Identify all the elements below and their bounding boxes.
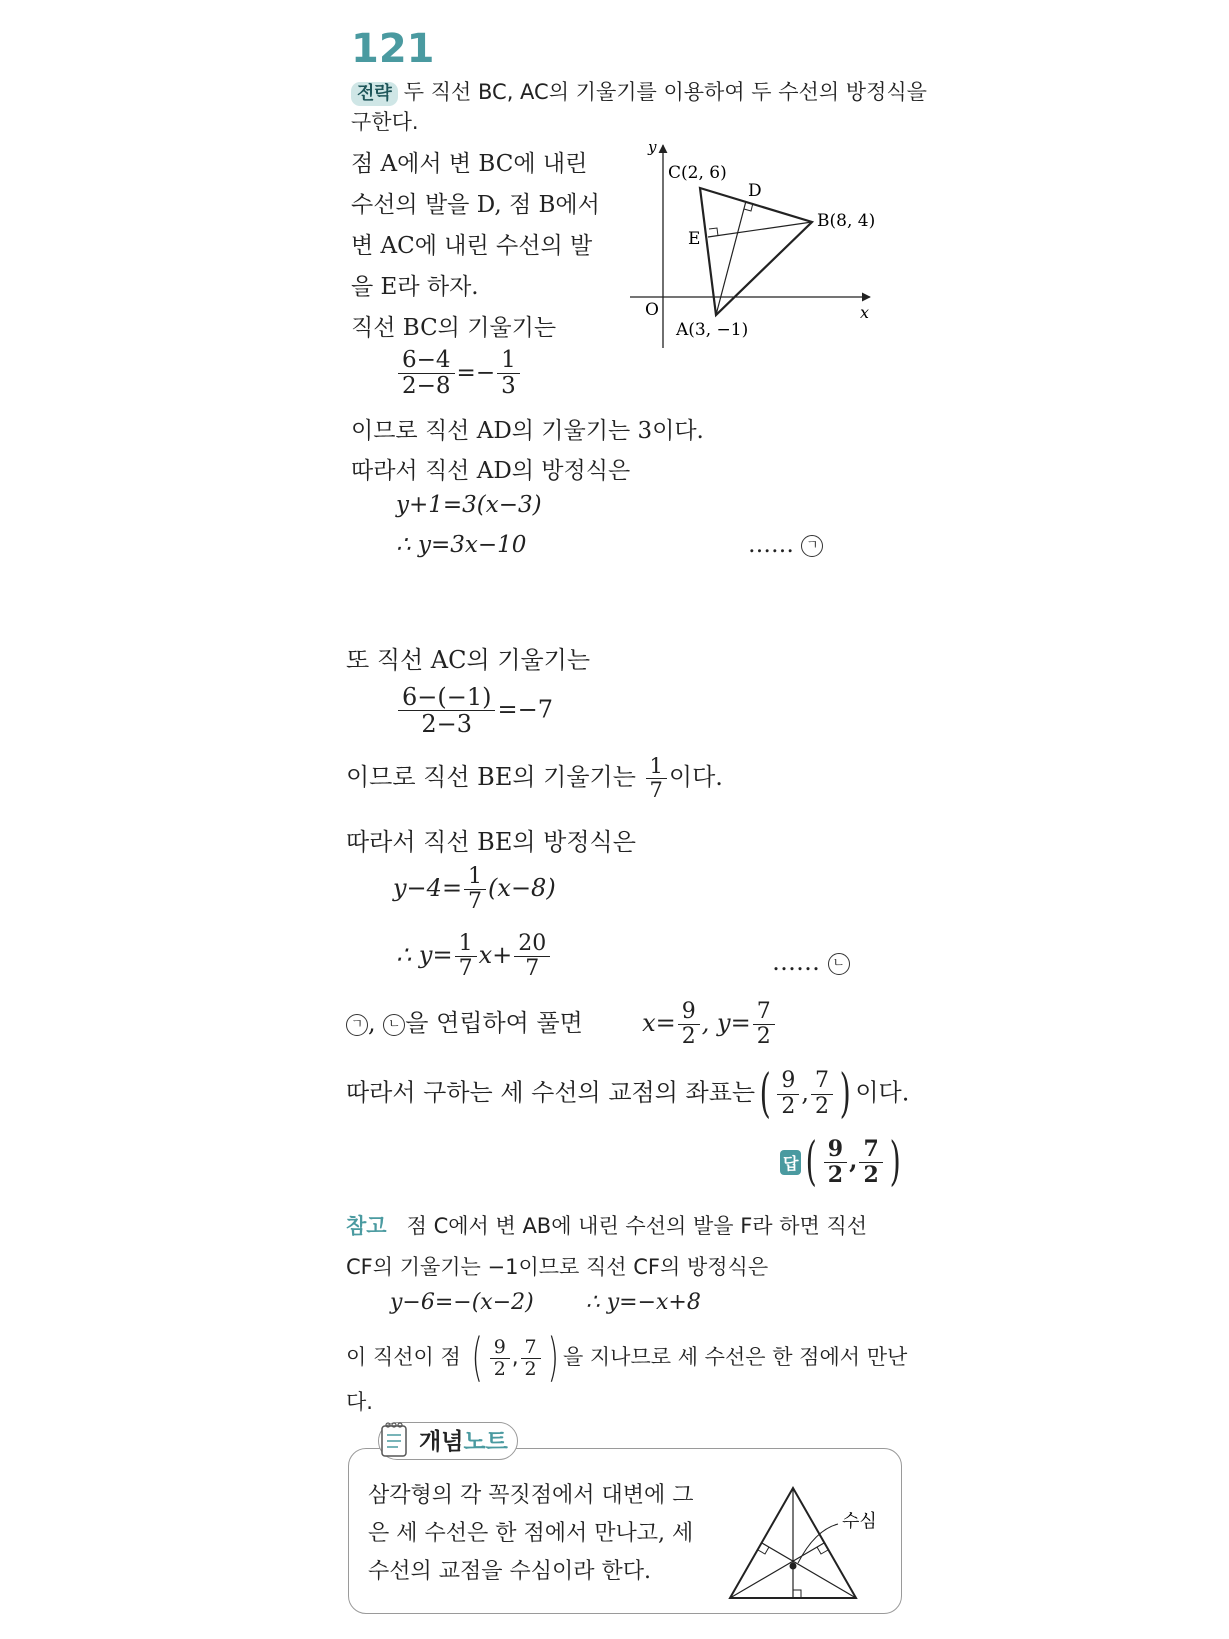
be-eq1-post: (x−8) (488, 874, 556, 903)
bc-slope-res-num: 1 (497, 348, 520, 374)
solve-line (346, 1000, 777, 1049)
reference-line-3: 이 직선이 점 ( $\frac{9}{2}$ , $\frac{7}{2}$ ) 을 지나므로 세 수선은 한 점에서 만난 (346, 1328, 908, 1388)
reference-text-1: 점 C에서 변 AB에 내린 수선의 발을 F라 하면 직선 (406, 1214, 868, 1238)
problem-number: 121 (351, 26, 435, 72)
orthocenter-point (790, 1563, 797, 1570)
conclusion-line: 따라서 구하는 세 수선의 교점의 좌표는( $\frac{9}{2}$ , $\frac{7}{2}$ ) 이다. (346, 1064, 910, 1124)
reference-n1: 9 (490, 1337, 510, 1359)
ac-slope-den: 2−3 (421, 710, 473, 739)
bc-slope-den: 2−8 (402, 373, 451, 400)
solve-mark-2: ㄴ (383, 1014, 405, 1036)
be-slope-pre: 이므로 직선 BE의 기울기는 (346, 763, 636, 792)
point-c-label: C(2, 6) (668, 163, 727, 183)
reference-eq-2: ∴ y=−x+8 (585, 1290, 701, 1315)
ad-eq-marker (748, 532, 823, 558)
solve-xn: 9 (678, 1000, 700, 1025)
solve-sep: , (368, 1009, 376, 1038)
be-slope-line (346, 755, 723, 802)
x-axis-label: x (860, 303, 870, 322)
intro-line-2: 수선의 발을 D, 점 B에서 (351, 192, 600, 218)
bc-slope-eq: =− (456, 359, 496, 386)
intro-line-3: 변 AC에 내린 수선의 발 (351, 233, 593, 259)
point-e-label: E (688, 229, 701, 249)
conclusion-n2: 7 (811, 1069, 833, 1094)
solve-yn: 7 (753, 1000, 775, 1025)
y-axis-label: y (648, 140, 657, 156)
altitude-be (708, 222, 812, 237)
be-eq-intro: 따라서 직선 BE의 방정식은 (346, 828, 636, 856)
be-eq2-num1: 1 (455, 932, 477, 957)
be-slope-post: 이다. (668, 763, 723, 792)
be-eq2-pre: ∴ y= (396, 941, 453, 970)
conclusion-post: 이다. (855, 1078, 910, 1107)
concept-note-line-3: 수선의 교점을 수심이라 한다. (368, 1559, 651, 1584)
answer-d1: 2 (827, 1161, 844, 1188)
notepad-icon (378, 1420, 412, 1460)
be-eq2-den2: 7 (525, 956, 540, 982)
concept-note-title-b: 노트 (463, 1429, 508, 1455)
be-eq-2 (396, 932, 552, 981)
conclusion-pre: 따라서 구하는 세 수선의 교점의 좌표는 (346, 1078, 756, 1107)
reference-line-4: 다. (346, 1390, 373, 1414)
answer-n2: 7 (859, 1137, 882, 1162)
ad-eq-intro: 따라서 직선 AD의 방정식은 (351, 458, 631, 484)
orthocenter-figure (720, 1470, 900, 1610)
concept-note-line-1: 삼각형의 각 꼭짓점에서 대변에 그 (368, 1483, 694, 1508)
strategy-badge: 전략 (351, 82, 398, 106)
right-angle-e (709, 228, 718, 236)
bc-slope-res-den: 3 (501, 373, 516, 400)
reference-line-2: CF의 기울기는 −1이므로 직선 CF의 방정식은 (346, 1255, 769, 1279)
be-eq1-num: 1 (464, 865, 486, 890)
be-eq1-den: 7 (468, 889, 483, 915)
mark-circle-1: ㄱ (801, 535, 823, 557)
be-slope-num: 1 (646, 755, 667, 779)
solve-mark-1: ㄱ (346, 1014, 368, 1036)
altitude-ad (716, 201, 746, 315)
solve-yd: 2 (756, 1024, 771, 1050)
intro-line-4: 을 E라 하자. (351, 274, 479, 300)
solve-text: 을 연립하여 풀면 (405, 1009, 583, 1038)
be-eq-1 (393, 865, 556, 914)
ad-eq-1: y+1=3(x−3) (396, 492, 542, 518)
be-eq2-den1: 7 (458, 956, 473, 982)
ad-slope-line: 이므로 직선 AD의 기울기는 3이다. (351, 418, 704, 444)
mark-circle-2: ㄴ (828, 953, 850, 975)
ac-slope-expression (396, 684, 553, 738)
strategy-line-1 (351, 76, 927, 106)
ac-slope-eq: =−7 (497, 695, 553, 724)
reference-line-1 (346, 1210, 867, 1240)
orthocenter-label: 수심 (842, 1511, 877, 1532)
reference-comma: , (511, 1345, 519, 1369)
conclusion-d2: 2 (815, 1093, 830, 1119)
bc-slope-num: 6−4 (398, 348, 455, 374)
point-d-label: D (748, 181, 762, 201)
ac-slope-num: 6−(−1) (398, 684, 495, 711)
reference-eq (390, 1290, 701, 1315)
answer: 답 ( $\frac{9}{2}$ , $\frac{7}{2}$ ) (780, 1136, 905, 1188)
strategy-text-1: 두 직선 BC, AC의 기울기를 이용하여 두 수선의 방정식을 (403, 80, 927, 104)
strategy-line-2: 구한다. (351, 110, 419, 134)
reference-eq-1: y−6=−(x−2) (390, 1290, 534, 1315)
be-eq-marker (772, 948, 850, 976)
be-eq-dots: …… (772, 948, 820, 976)
answer-n1: 9 (824, 1137, 847, 1162)
origin-label: O (645, 300, 659, 320)
reference-n2: 7 (521, 1337, 541, 1359)
be-eq2-mid: x+ (478, 941, 513, 970)
be-eq2-num2: 20 (514, 932, 550, 957)
answer-badge: 답 (780, 1150, 801, 1175)
be-slope-den: 7 (649, 778, 663, 803)
conclusion-n1: 9 (777, 1069, 799, 1094)
intro-line-5: 직선 BC의 기울기는 (351, 315, 557, 341)
solve-xd: 2 (681, 1024, 696, 1050)
be-eq1-pre: y−4= (393, 874, 463, 903)
concept-note-line-2: 은 세 수선은 한 점에서 만나고, 세 (368, 1521, 694, 1546)
point-b-label: B(8, 4) (817, 211, 876, 231)
reference-label: 참고 (346, 1214, 387, 1238)
reference-line3-post: 을 지나므로 세 수선은 한 점에서 만난 (562, 1345, 908, 1369)
triangle-figure (620, 140, 880, 350)
conclusion-d1: 2 (781, 1093, 796, 1119)
point-a-label: A(3, −1) (676, 320, 749, 340)
reference-d1: 2 (493, 1357, 506, 1380)
conclusion-comma: , (801, 1078, 810, 1107)
intro-line-1: 점 A에서 변 BC에 내린 (351, 151, 588, 177)
bc-slope-expression (396, 348, 522, 400)
answer-comma: , (849, 1145, 858, 1175)
triangle-abc (700, 188, 812, 315)
solve-x: x= (642, 1009, 676, 1038)
answer-d2: 2 (863, 1161, 879, 1188)
ac-intro: 또 직선 AC의 기울기는 (346, 646, 591, 674)
solve-y: , y= (701, 1009, 751, 1038)
reference-line3-pre: 이 직선이 점 (346, 1345, 461, 1369)
reference-d2: 2 (524, 1357, 537, 1380)
ad-eq-dots: …… (748, 532, 794, 558)
concept-note-title-a: 개념 (419, 1429, 464, 1455)
ad-eq-2: ∴ y=3x−10 (396, 532, 527, 558)
